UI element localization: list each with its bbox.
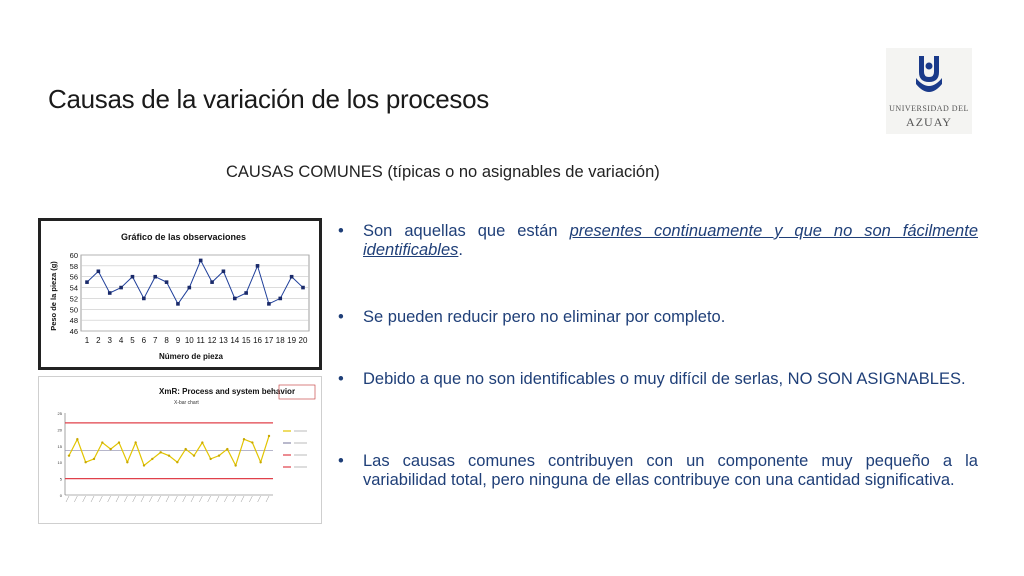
plot-area [81,255,309,331]
observations-chart-svg [41,221,319,367]
x-tick-label: 2 [96,336,101,345]
data-point [226,448,228,450]
data-point [143,464,145,466]
x-tick-label: 6 [141,336,147,345]
data-point [84,461,86,463]
y-tick-label: 10 [57,460,62,466]
y-tick-label: 50 [69,305,78,315]
bullet-text: Se pueden reducir pero no eliminar por completo. [363,308,726,326]
data-point [210,280,214,284]
logo-text-line1: UNIVERSIDAD DEL [889,104,969,113]
x-tick-label: 8 [164,336,169,345]
chart-title: XmR: Process and system behavior [159,387,296,396]
data-point [243,438,245,440]
data-point [101,441,103,443]
bullet-text-end: . [458,241,463,259]
data-point [290,275,294,279]
data-point [193,454,195,456]
y-tick-label: 15 [57,443,62,449]
data-point [165,280,169,284]
x-tick-label: 13 [218,336,228,345]
x-tick-label: 3 [107,336,112,345]
y-tick-label: 46 [69,327,78,336]
chart-ylabel: Peso de la pieza (g) [49,261,58,331]
bullet-dot-icon: • [338,452,344,470]
data-point [222,269,226,273]
x-tick-label: 14 [230,336,240,345]
data-point [108,291,112,295]
xmr-chart-svg [39,377,321,523]
y-tick-label: 58 [69,261,78,271]
slide-subtitle: CAUSAS COMUNES (típicas o no asignables de variación) [226,163,660,181]
x-tick-label: 16 [253,336,262,345]
x-tick-label: 12 [207,336,217,345]
data-point [85,280,89,284]
y-tick-label: 48 [69,316,78,326]
chart-xlabel: Número de pieza [158,352,224,361]
x-tick-label: 1 [84,336,90,345]
x-tick-label: 4 [118,336,124,345]
data-point [109,448,111,450]
data-point [209,458,211,460]
data-point [151,458,153,460]
x-tick-label: 10 [184,336,194,345]
bullet-dot-icon: • [338,308,344,326]
y-tick-label: 20 [57,427,62,433]
x-tick-label: 11 [196,336,205,345]
bullet-item [338,222,978,260]
data-point [201,441,203,443]
data-point [126,461,128,463]
data-point [68,454,70,456]
data-point [97,269,101,273]
bullet-dot-icon: • [338,370,344,388]
y-tick-label: 60 [69,251,78,260]
bullet-text: Son aquellas que están [363,222,570,240]
x-tick-label: 5 [130,336,135,345]
bullet-item [338,370,978,389]
data-point [188,286,192,290]
x-tick-label: 7 [152,336,158,345]
data-point [176,461,178,463]
data-point [118,441,120,443]
y-tick-label: 0 [59,493,62,498]
data-point [131,275,135,279]
university-logo [886,48,972,134]
bullet-text: Las causas comunes contribuyen con un componente muy pequeño a la variabilidad total, pero ninguna de ellas contribuye con una cantidad significativa. [363,452,978,489]
data-point [119,286,123,290]
y-tick-label: 54 [69,283,78,293]
data-point [218,454,220,456]
x-tick-label: 15 [241,336,251,345]
logo-emblem-icon [886,48,972,104]
data-point [168,454,170,456]
x-tick-label: 19 [287,336,297,345]
data-point [176,302,180,306]
bullet-emphasis: presentes continuamente y que no son fácilmente identificables [363,222,978,259]
data-point [76,438,78,440]
data-point [234,464,236,466]
data-point [256,264,260,268]
data-point [184,448,186,450]
observations-chart [38,218,322,370]
chart-subtitle: X-bar chart [174,400,199,406]
data-point [233,297,237,301]
bullet-text: Debido a que no son identificables o muy difícil de serlas, NO SON ASIGNABLES. [363,370,966,388]
x-tick-label: 18 [275,336,285,345]
bullet-item [338,308,978,327]
y-tick-label: 56 [69,272,78,282]
data-point [278,297,282,301]
logo-text-line2: AZUAY [906,115,952,129]
data-point [134,441,136,443]
data-point [142,297,146,301]
data-point [93,458,95,460]
x-tick-label: 20 [298,336,308,345]
y-tick-label: 52 [69,294,78,304]
data-point [244,291,248,295]
y-tick-label: 25 [57,411,62,416]
data-point [153,275,157,279]
bullet-item [338,452,978,490]
data-point [159,451,161,453]
data-point [267,302,271,306]
slide-title: Causas de la variación de los procesos [48,84,489,114]
x-tick-label: 17 [264,336,274,345]
chart-title: Gráfico de las observaciones [121,232,247,242]
data-point [268,435,270,437]
y-tick-label: 5 [59,476,62,482]
x-tick-label: 9 [175,336,181,345]
data-point [199,259,203,263]
data-point [301,286,305,290]
data-point [259,461,261,463]
xmr-chart [38,376,322,524]
data-point [251,441,253,443]
bullet-dot-icon: • [338,222,344,240]
